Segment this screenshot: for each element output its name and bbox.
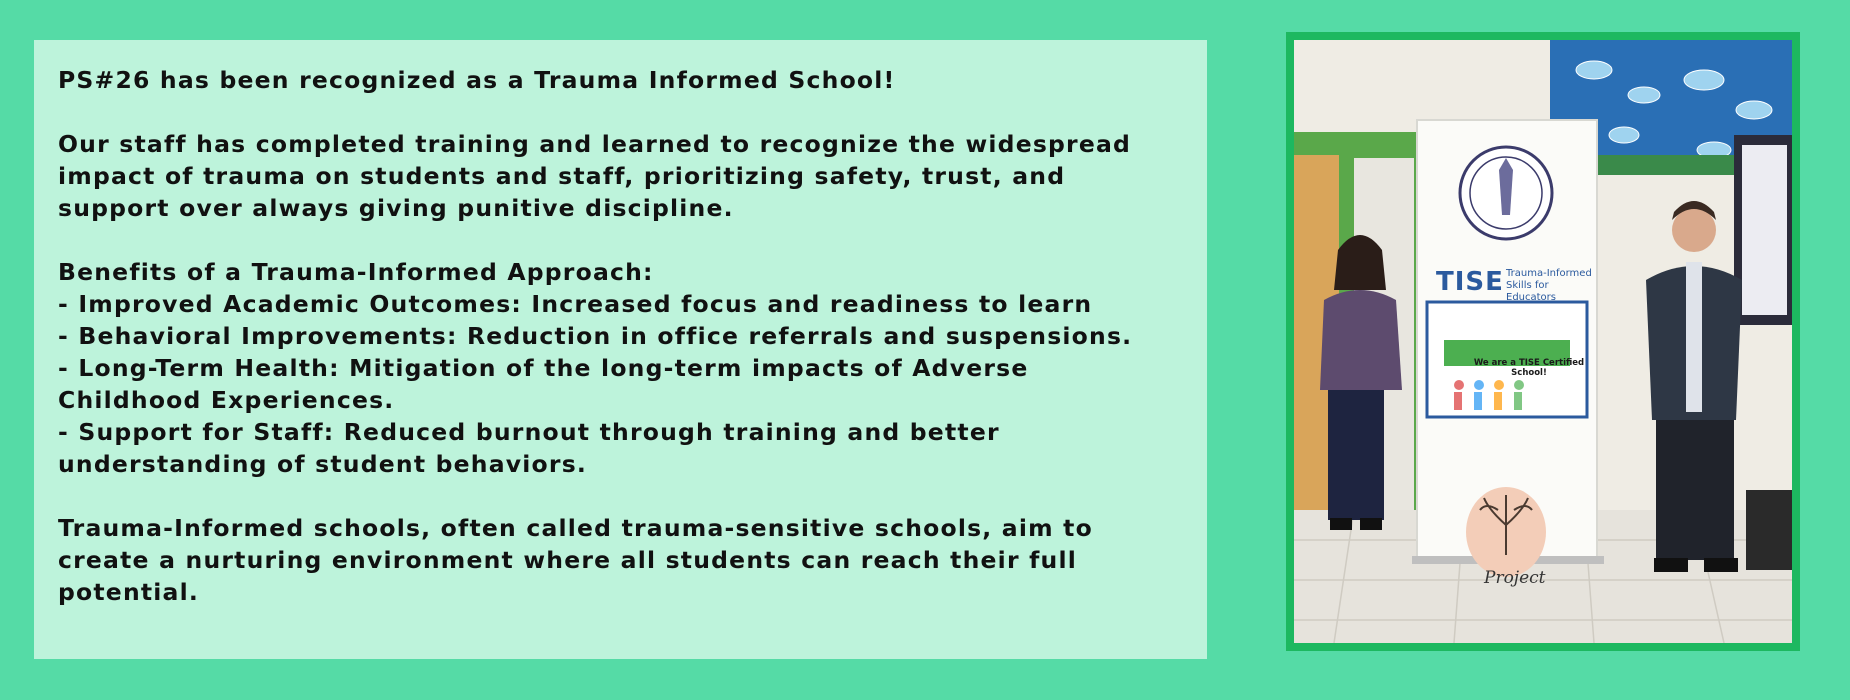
benefits-heading: Benefits of a Trauma-Informed Approach: [58,258,654,286]
banner-logo-text: TISE [1436,267,1504,297]
certified-text: We are a TISE Certified School! [1473,358,1585,378]
project-text: Project [1484,568,1546,588]
school-photo [1294,40,1792,643]
benefit-item: - Behavioral Improvements: Reduction in office referrals and suspensions. [58,322,1133,350]
benefit-item: - Long-Term Health: Mitigation of the long-term impacts of Adverse Childhood Experiences. [58,354,1029,414]
announcement-panel [34,40,1207,659]
intro-paragraph: Our staff has completed training and learned to recognize the widespread impact of trauma on students and staff, prioritizing safety, trust, and support over always giving punitive discipline. [58,130,1132,222]
headline: PS#26 has been recognized as a Trauma Informed School! [58,66,896,94]
photo-illustration [1294,40,1792,643]
benefit-item: - Support for Staff: Reduced burnout through training and better understanding of student behaviors. [58,418,1000,478]
closing-paragraph: Trauma-Informed schools, often called trauma-sensitive schools, aim to create a nurturing environment where all students can reach their full potential. [58,514,1093,606]
benefit-item: - Improved Academic Outcomes: Increased focus and readiness to learn [58,290,1093,318]
banner-subtitle: Trauma-Informed Skills for Educators [1506,268,1592,303]
photo-frame [1286,32,1800,651]
